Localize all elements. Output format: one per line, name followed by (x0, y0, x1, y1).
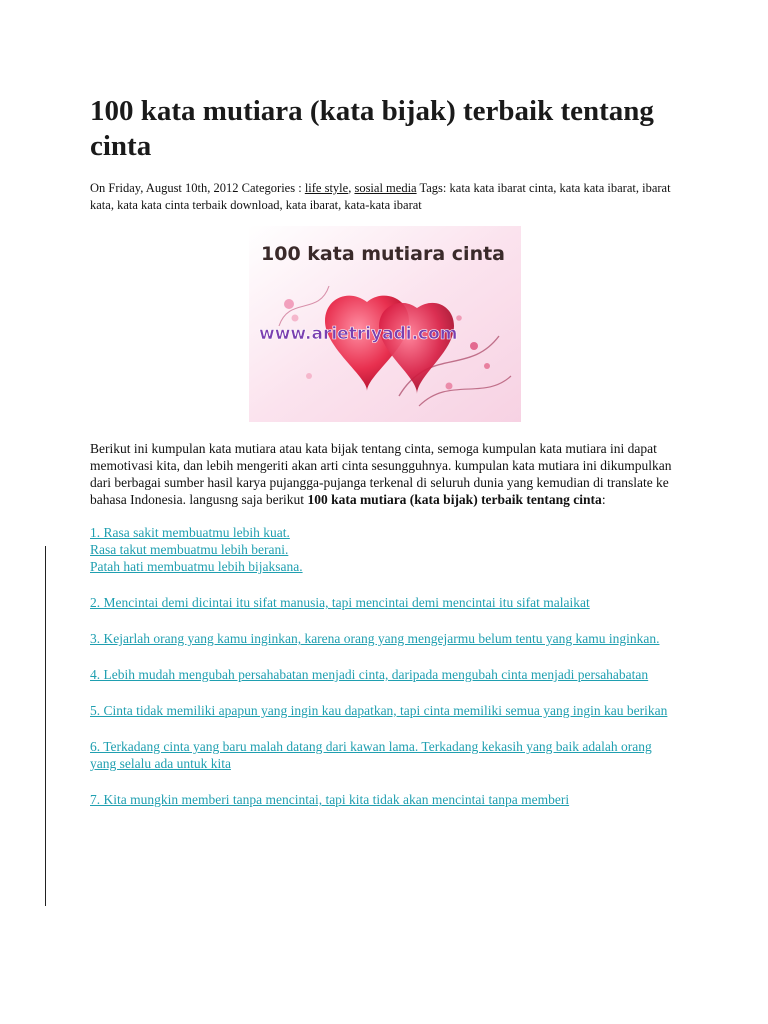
hero-image (249, 226, 521, 422)
quote-line: 2. Mencintai demi dicintai itu sifat manusia, tapi mencintai demi mencintai itu sifat malaikat (90, 595, 590, 610)
page-title: 100 kata mutiara (kata bijak) terbaik tentang cinta (90, 95, 654, 162)
quote-item-5[interactable] (90, 702, 680, 719)
quote-line: 4. Lebih mudah mengubah persahabatan menjadi cinta, daripada mengubah cinta menjadi persahabatan (90, 667, 649, 682)
quote-line: 5. Cinta tidak memiliki apapun yang ingin kau dapatkan, tapi cinta memiliki semua yang ingin kau berikan (90, 703, 668, 718)
quote-item-2[interactable] (90, 594, 680, 611)
quote-item-1[interactable] (90, 524, 680, 575)
quote-item-7[interactable] (90, 791, 680, 808)
post-meta (90, 180, 680, 214)
category-separator: , (348, 181, 355, 195)
hero-watermark: www.arietriyadi.com (259, 324, 458, 344)
category-link-life-style[interactable]: life style (304, 181, 349, 195)
quote-list (90, 524, 680, 808)
quote-line: 6. Terkadang cinta yang baru malah datang dari kawan lama. Terkadang kekasih yang baik adalah orang yang selalu ada untuk kita (90, 739, 652, 771)
quote-line: 7. Kita mungkin memberi tanpa mencintai, tapi kita tidak akan mencintai tanpa memberi (90, 792, 570, 807)
quote-line: Rasa takut membuatmu lebih berani. (90, 542, 289, 557)
quote-line: Patah hati membuatmu lebih bijaksana. (90, 559, 303, 574)
intro-end: : (601, 492, 606, 507)
post-tags: Tags: kata kata ibarat cinta, kata kata ibarat, ibarat kata, kata kata cinta terbaik download, kata ibarat, kata-kata ibarat (90, 181, 671, 212)
quote-item-6[interactable] (90, 738, 680, 772)
hero-caption: 100 kata mutiara cinta (261, 243, 506, 265)
document-page (90, 94, 680, 827)
post-date: On Friday, August 10th, 2012 Categories : (90, 181, 305, 195)
category-link-sosial-media[interactable]: sosial media (354, 181, 417, 195)
margin-line (45, 546, 46, 906)
quote-item-3[interactable] (90, 630, 680, 647)
quote-line: 3. Kejarlah orang yang kamu inginkan, karena orang yang mengejarmu belum tentu yang kamu inginkan. (90, 631, 660, 646)
intro-text: Berikut ini kumpulan kata mutiara atau kata bijak tentang cinta, semoga kumpulan kata mutiara ini dapat memotivasi kita, dan lebih mengeriti akan arti cinta sesungguhnya. kumpulan kata mutiara ini dikumpulkan dari berbagai sumber hasil karya pujangga-pujanga terkenal di seluruh dunia yang kemudian di translate ke bahasa Indonesia. langusng saja berikut (90, 441, 672, 507)
intro-paragraph (90, 440, 680, 508)
quote-item-4[interactable] (90, 666, 680, 683)
intro-bold: 100 kata mutiara (kata bijak) terbaik tentang cinta (307, 492, 602, 507)
quote-line: 1. Rasa sakit membuatmu lebih kuat. (90, 525, 290, 540)
